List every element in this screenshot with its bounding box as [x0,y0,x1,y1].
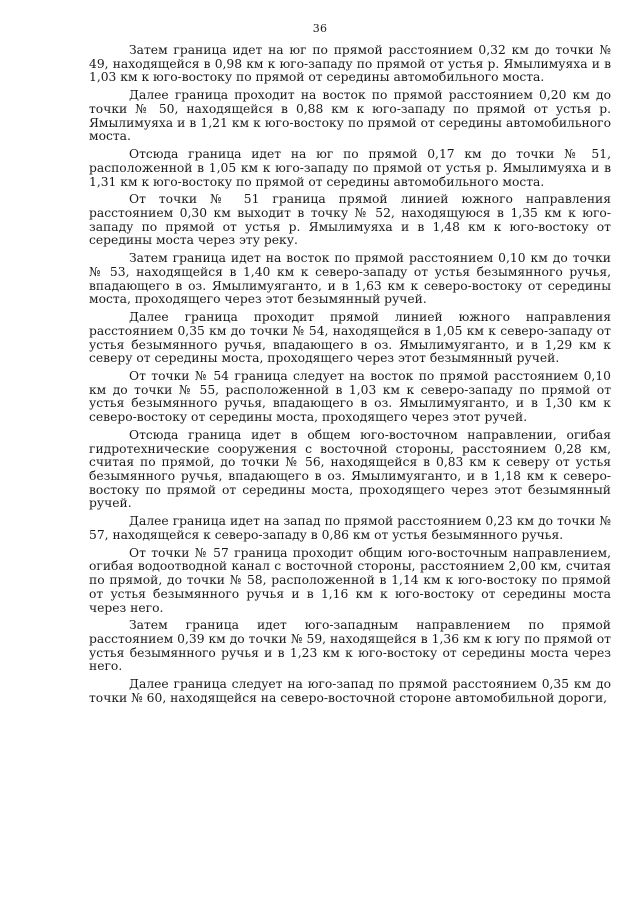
paragraph: Далее граница проходит на восток по прямой расстоянием 0,20 км до точки № 50, находящейся в 0,88 км к юго-западу по прямой от устья р. Ямылимуяха и в 1,21 км к юго-востоку по прямой от середины автомобильного моста. [89,88,611,144]
paragraph: Далее граница идет на запад по прямой расстоянием 0,23 км до точки № 57, находящейся к северо-западу в 0,86 км от устья безымянного ручья. [89,514,611,542]
paragraph: Отсюда граница идет в общем юго-восточном направлении, огибая гидротехнические сооружения с восточной стороны, расстоянием 0,28 км, считая по прямой, до точки № 56, находящейся в 0,83 км к северу от устья безымянного ручья, впадающего в оз. Ямылимуяганто, и в 1,18 км к северо-востоку по прямой от середины моста, проходящего через этот безымянный ручей. [89,427,611,511]
paragraph: От точки № 54 граница следует на восток по прямой расстоянием 0,10 км до точки № 55, расположенной в 1,03 км к северо-западу по прямой от устья безымянного ручья, впадающего в оз. Ямылимуяганто, и в 1,30 км к северо-востоку от середины моста, проходящего через этот ручей. [89,369,611,425]
paragraph: Далее граница следует на юго-запад по прямой расстоянием 0,35 км до точки № 60, находящейся на северо-восточной стороне автомобильной дороги, [89,677,611,705]
paragraph: Затем граница идет на юг по прямой расстоянием 0,32 км до точки № 49, находящейся в 0,98 км к юго-западу по прямой от устья р. Ямылимуяха и в 1,03 км к юго-востоку по прямой от середины автомобильного моста. [89,43,611,85]
document-body [89,44,611,710]
paragraph: Затем граница идет на восток по прямой расстоянием 0,10 км до точки № 53, находящейся в 1,40 км к северо-западу от устья безымянного ручья, впадающего в оз. Ямылимуяганто, и в 1,63 км к северо-востоку от середины моста, проходящего через этот безымянный ручей. [89,251,611,307]
paragraph: Затем граница идет юго-западным направлением по прямой расстоянием 0,39 км до точки № 59, находящейся в 1,36 км к югу по прямой от устья безымянного ручья и в 1,23 км к юго-востоку от середины моста через него. [89,618,611,674]
paragraph: От точки № 51 граница прямой линией южного направления расстоянием 0,30 км выходит в точку № 52, находящуюся в 1,35 км к юго-западу по прямой от устья р. Ямылимуяха и в 1,48 км к юго-востоку от середины моста через эту реку. [89,192,611,248]
paragraph: Отсюда граница идет на юг по прямой 0,17 км до точки № 51, расположенной в 1,05 км к юго-западу по прямой от устья р. Ямылимуяха и в 1,31 км к юго-востоку по прямой от середины автомобильного моста. [89,147,611,189]
paragraph: Далее граница проходит прямой линией южного направления расстоянием 0,35 км до точки № 54, находящейся в 1,05 км к северо-западу от устья безымянного ручья, впадающего в оз. Ямылимуяганто, и в 1,29 км к северу от середины моста, проходящего через этот безымянный ручей. [89,310,611,366]
page-number: 36 [312,22,328,35]
paragraph: От точки № 57 граница проходит общим юго-восточным направлением, огибая водоотводной канал с восточной стороны, расстоянием 2,00 км, считая по прямой, до точки № 58, расположенной в 1,14 км к юго-востоку по прямой от устья безымянного ручья и в 1,16 км к юго-востоку от середины моста через него. [89,545,611,615]
